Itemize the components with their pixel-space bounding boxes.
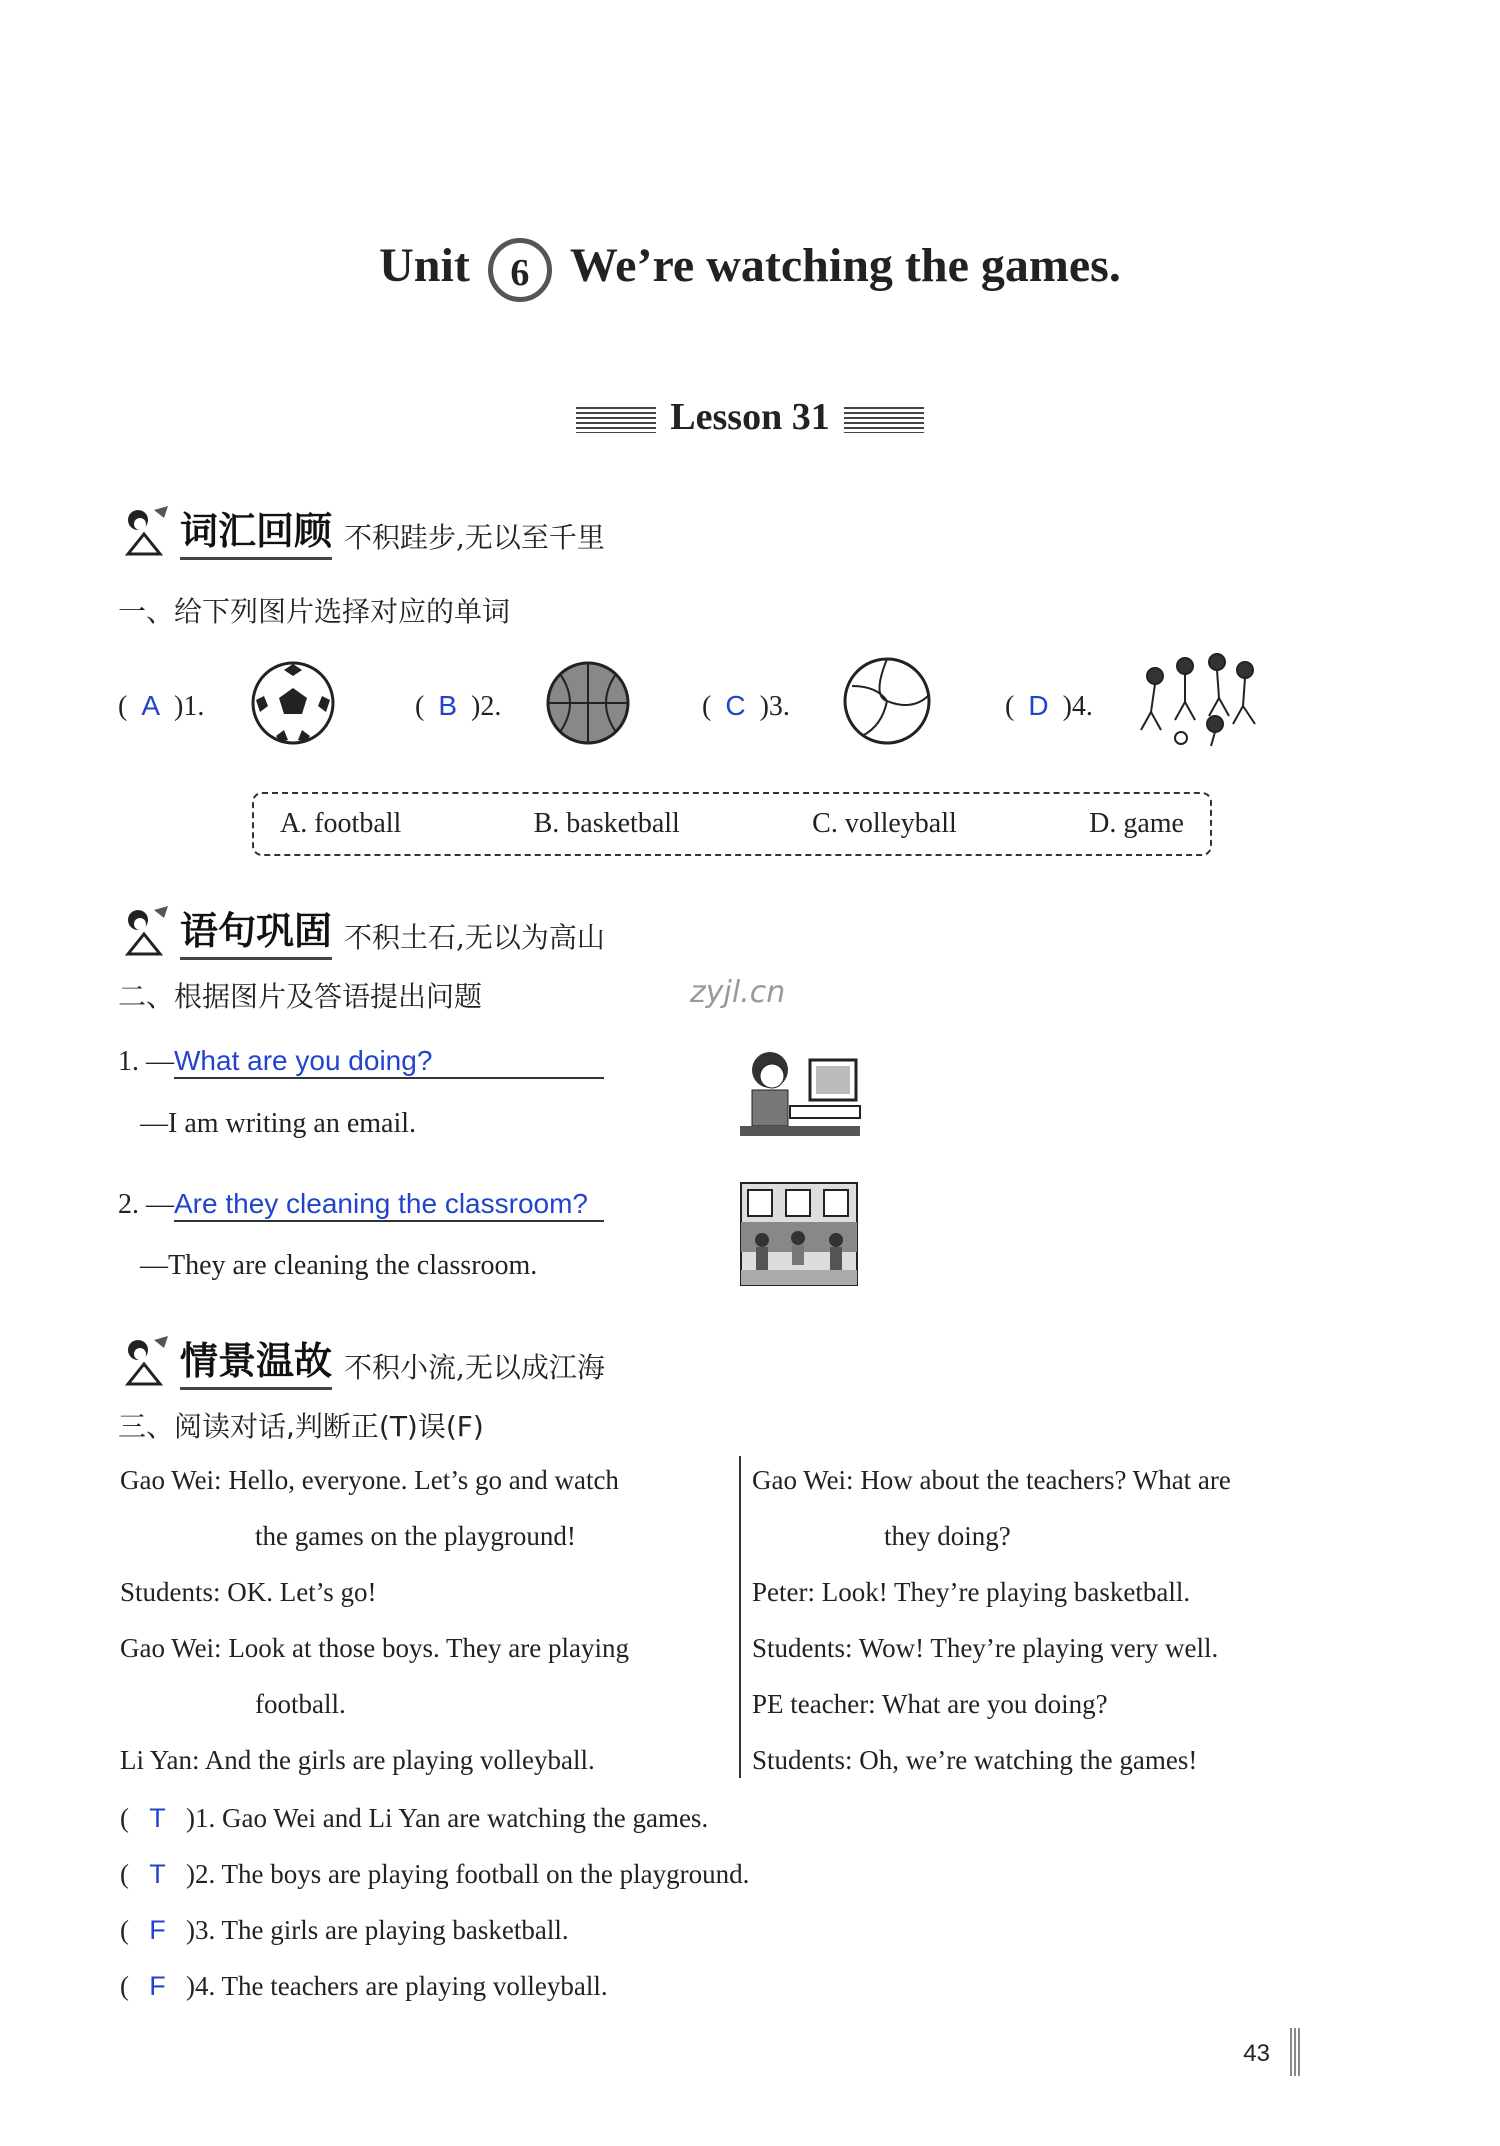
dialogue-text: Oh, we’re watching the games! [859,1745,1198,1775]
dialogue-text: How about the teachers? What are [860,1465,1231,1495]
unit-title [0,238,1500,302]
lesson-title: Lesson 31 [670,396,830,438]
dialogue-text: Look at those boys. They are playing [228,1633,629,1663]
lesson-right-bar [844,407,924,433]
dialogue-divider [739,1456,741,1778]
option-b: B. basketball [533,808,680,839]
speaker: Gao Wei: [752,1465,854,1495]
left-dialogue [120,1452,720,1788]
judgement-answer: F [149,1971,166,2001]
dialogue-line [120,1564,720,1620]
section3-motto: 不积小流,无以成江海 [344,1351,605,1384]
classroom-cleaning-icon [740,1182,858,1286]
item-1-num: )1. [174,691,205,722]
q2-reply: —They are cleaning the classroom. [140,1250,538,1281]
dialogue-text: Look! They’re playing basketball. [821,1577,1191,1607]
judgement-answer: T [149,1859,166,1889]
q1-reply: —I am writing an email. [140,1108,417,1139]
watermark: zyjl.cn [690,975,786,1010]
judgement-item: ( F )3. The girls are playing basketball. [120,1915,569,1945]
unit-title-text: We’re watching the games. [569,239,1121,293]
judgement-text: )3. The girls are playing basketball. [186,1915,569,1945]
section2-title: 语句巩固 [180,900,332,960]
section1-question: 一、给下列图片选择对应的单词 [118,595,511,628]
item-4-num: )4. [1062,691,1093,722]
speaker: Gao Wei: [120,1633,222,1663]
section2-motto: 不积土石,无以为高山 [344,921,605,954]
q1-line [118,1045,604,1079]
unit-number-badge: 6 [488,238,552,302]
speaker: PE teacher: [752,1689,876,1719]
options-box [252,792,1212,856]
dialogue-line [752,1732,1362,1788]
reading-girl-icon [118,504,174,560]
speaker: Gao Wei: [120,1465,222,1495]
item-2-num: )2. [471,691,502,722]
section3-heading [118,1330,605,1390]
speaker: Students: [120,1577,221,1607]
football-icon [250,660,336,746]
section2-question: 二、根据图片及答语提出问题 [118,980,483,1013]
judgement-item: ( T )2. The boys are playing football on the playground. [120,1859,750,1889]
item-3: ( C )3. [702,690,790,722]
section1-title: 词汇回顾 [180,500,332,560]
reading-girl-icon [118,904,174,960]
right-dialogue [752,1452,1362,1788]
section3-question: 三、阅读对话,判断正(T)误(F) [118,1410,484,1443]
section2-heading [118,900,605,960]
judgement-answer: T [149,1803,166,1833]
dialogue-text: Wow! They’re playing very well. [858,1633,1219,1663]
item-4: ( D )4. [1005,690,1093,722]
dialogue-line: football. [255,1689,346,1719]
boy-at-computer-icon [730,1040,870,1145]
judgement-answer: F [149,1915,166,1945]
item-1-answer: A [141,690,161,721]
dialogue-line [120,1452,720,1508]
judgement-item: ( T )1. Gao Wei and Li Yan are watching the games. [120,1803,709,1833]
lesson-heading [0,395,1500,439]
speaker: Li Yan: [120,1745,200,1775]
dialogue-line [752,1676,1362,1732]
dialogue-line [752,1620,1362,1676]
item-3-answer: C [725,690,746,721]
option-d: D. game [1089,808,1184,839]
unit-word: Unit [379,239,470,293]
volleyball-icon [842,656,932,746]
children-playing-game-icon [1135,646,1275,752]
page-edge-marker [1290,2028,1300,2076]
dialogue-line [120,1620,720,1676]
q2-answer: Are they cleaning the classroom? [174,1188,604,1222]
item-3-num: )3. [759,691,790,722]
q2-line [118,1188,604,1222]
item-2: ( B )2. [415,690,502,722]
dialogue-text: OK. Let’s go! [227,1577,377,1607]
section1-motto: 不积跬步,无以至千里 [344,521,605,554]
judgement-item: ( F )4. The teachers are playing volleyball. [120,1971,608,2001]
dialogue-text: And the girls are playing volleyball. [204,1745,595,1775]
lesson-left-bar [576,407,656,433]
option-a: A. football [280,808,402,839]
page-number: 43 [1243,2040,1270,2067]
judgement-text: )1. Gao Wei and Li Yan are watching the games. [186,1803,709,1833]
item-2-answer: B [438,690,458,721]
judgement-text: )4. The teachers are playing volleyball. [186,1971,608,2001]
reading-girl-icon [118,1334,174,1390]
dialogue-line [120,1732,720,1788]
item-1: ( A )1. [118,690,205,722]
section1-heading [118,500,605,560]
dialogue-text: Hello, everyone. Let’s go and watch [228,1465,619,1495]
item-4-answer: D [1028,690,1049,721]
q1-answer: What are you doing? [174,1045,604,1079]
option-c: C. volleyball [812,808,957,839]
speaker: Peter: [752,1577,815,1607]
dialogue-line: they doing? [884,1521,1011,1551]
section3-title: 情景温故 [180,1330,332,1390]
dialogue-line: the games on the playground! [255,1521,576,1551]
dialogue-line [752,1452,1362,1508]
dialogue-line [752,1564,1362,1620]
q1-num: 1. — [118,1046,174,1077]
basketball-icon [545,660,631,746]
dialogue-text: What are you doing? [881,1689,1108,1719]
judgement-list [120,1790,749,2014]
judgement-text: )2. The boys are playing football on the playground. [186,1859,750,1889]
q2-num: 2. — [118,1189,174,1220]
speaker: Students: [752,1633,853,1663]
speaker: Students: [752,1745,853,1775]
